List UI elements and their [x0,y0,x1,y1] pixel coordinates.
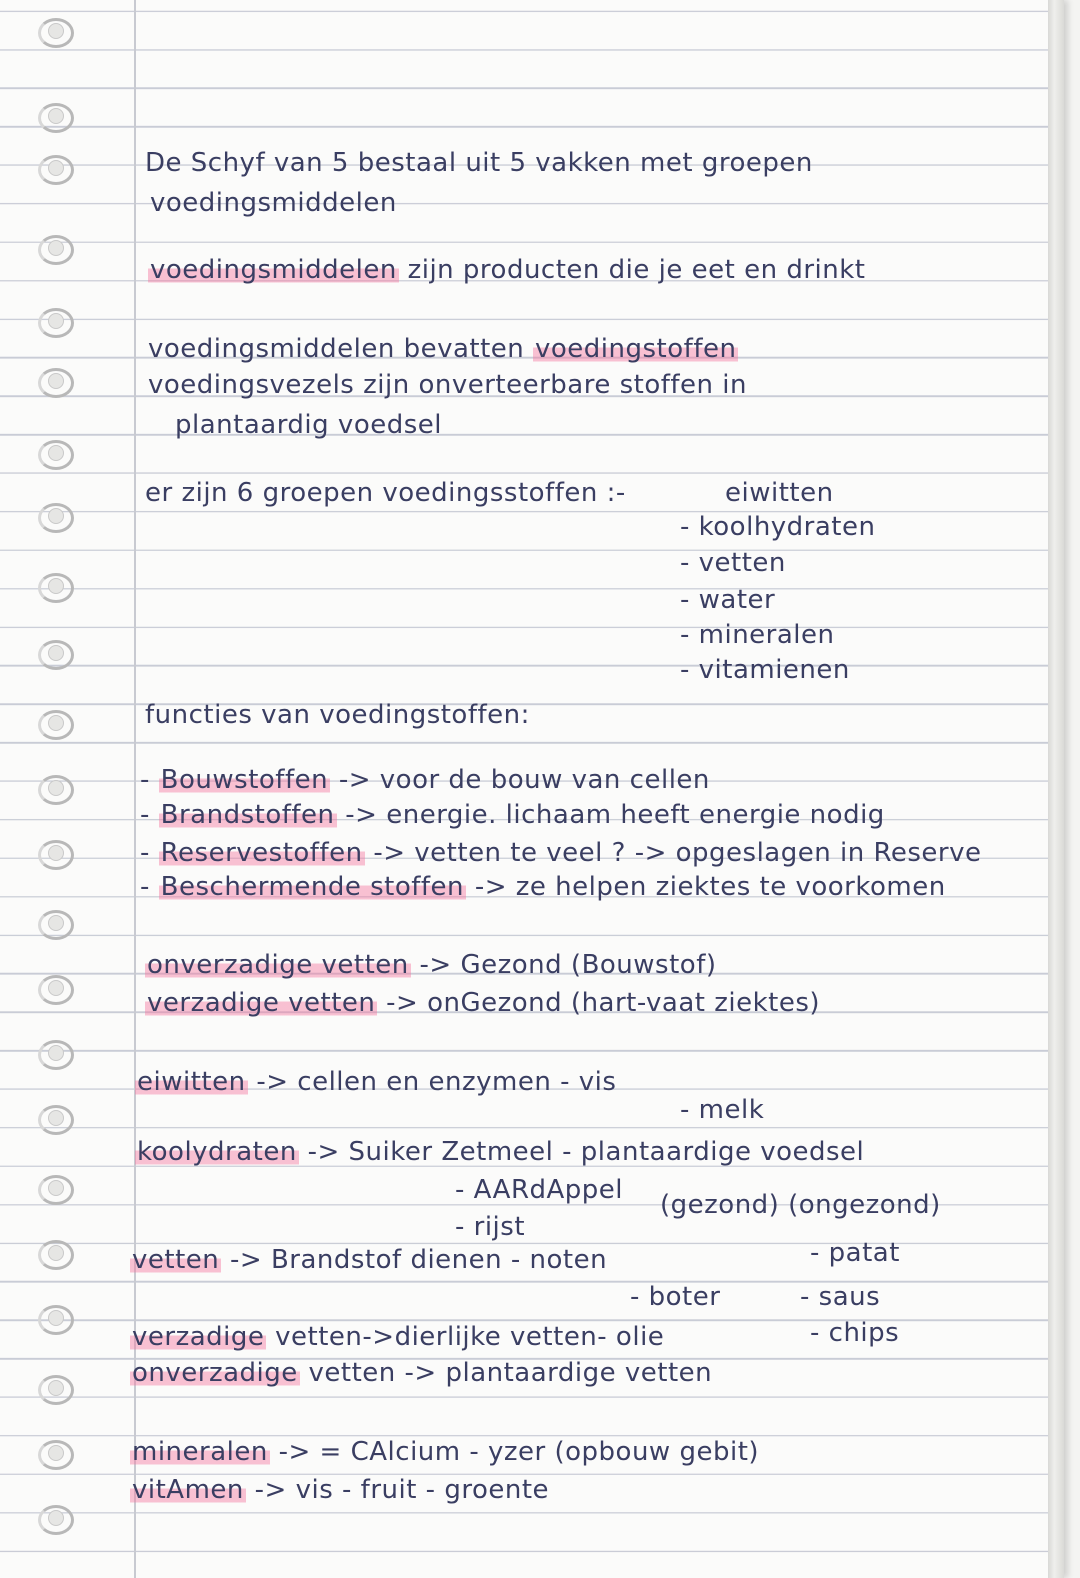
highlighted-term: koolydraten [137,1137,297,1167]
function-item: - Brandstoffen -> energie. lichaam heeft energie nodig [140,800,885,830]
spiral-ring [38,975,72,1001]
group-item: - water [680,585,776,615]
spiral-ring [38,440,72,466]
note-line: - patat [810,1238,900,1268]
group-item: - mineralen [680,620,835,650]
group-item: - vetten [680,548,786,578]
note-text: voedingsmiddelen bevatten [148,334,525,364]
note-text: -> ze helpen ziektes te voorkomen [474,872,946,902]
note-text: -> onGezond (hart-vaat ziektes) [386,988,821,1018]
highlighted-term: voedingstoffen [535,334,737,364]
spiral-ring [38,235,72,261]
spiral-ring [38,1505,72,1531]
page-stack-edge [1048,0,1064,1578]
spiral-ring [38,1375,72,1401]
note-text: zijn producten die je eet en drinkt [407,255,866,285]
highlighted-term: vetten [132,1245,220,1275]
spiral-ring [38,1240,72,1266]
spiral-ring [38,503,72,529]
note-line: voedingsmiddelen [150,188,397,218]
spiral-ring [38,1105,72,1131]
highlighted-term: verzadige vetten [147,988,376,1018]
note-text: -> cellen en enzymen - vis [256,1067,617,1097]
function-item: - Bouwstoffen -> voor de bouw van cellen [140,765,710,795]
note-line: - rijst [455,1212,526,1242]
note-text: vetten -> plantaardige vetten [308,1358,713,1388]
note-line: er zijn 6 groepen voedingsstoffen :- [145,478,626,508]
note-line: plantaardig voedsel [175,410,442,440]
highlighted-term: Beschermende stoffen [160,872,465,902]
highlighted-term: vitAmen [132,1475,244,1505]
note-line [145,988,820,1018]
note-line [148,334,738,364]
note-text: -> Brandstof dienen - noten [230,1245,608,1275]
note-text: -> voor de bouw van cellen [338,765,710,795]
note-line [130,1475,549,1505]
note-line [135,1067,616,1097]
note-line: - AARdAppel [455,1175,624,1205]
spiral-ring [38,368,72,394]
note-text: -> = CAlcium - yzer (opbouw gebit) [278,1437,760,1467]
spiral-ring [38,1040,72,1066]
group-item: - vitamienen [680,655,850,685]
note-text: -> vis - fruit - groente [254,1475,550,1505]
note-text: -> vetten te veel ? -> opgeslagen in Reserve [373,838,982,868]
note-line: (gezond) (ongezond) [660,1190,941,1220]
note-line [135,1137,864,1167]
note-line [130,1322,664,1352]
spiral-ring [38,103,72,129]
spiral-ring [38,18,72,44]
note-line: - chips [810,1318,900,1348]
group-item: eiwitten [725,478,834,508]
highlighted-term: voedingsmiddelen [150,255,397,285]
note-text: -> energie. lichaam heeft energie nodig [345,800,885,830]
spiral-ring [38,775,72,801]
note-text: -> Suiker Zetmeel - plantaardige voedsel [307,1137,865,1167]
note-line: voedingsvezels zijn onverteerbare stoffen in [148,370,747,400]
spiral-ring [38,573,72,599]
note-text: vetten->dierlijke vetten- olie [275,1322,665,1352]
highlighted-term: mineralen [132,1437,268,1467]
spiral-ring [38,1305,72,1331]
spiral-ring [38,1440,72,1466]
highlighted-term: Bouwstoffen [160,765,329,795]
note-line [130,1358,712,1388]
note-line: - boter [630,1282,721,1312]
highlighted-term: verzadige [132,1322,265,1352]
function-item: - Beschermende stoffen -> ze helpen ziektes te voorkomen [140,872,946,902]
note-line [130,1245,607,1275]
spiral-ring [38,1175,72,1201]
note-line: - saus [800,1282,881,1312]
function-item: - Reservestoffen -> vetten te veel ? -> opgeslagen in Reserve [140,838,982,868]
note-line [145,950,717,980]
note-line [130,1437,759,1467]
group-item: - koolhydraten [680,512,876,542]
spiral-ring [38,640,72,666]
highlighted-term: onverzadige vetten [147,950,409,980]
note-text: -> Gezond (Bouwstof) [419,950,717,980]
note-line: - melk [680,1095,765,1125]
spiral-ring [38,155,72,181]
highlighted-term: Reservestoffen [160,838,363,868]
spiral-ring [38,308,72,334]
highlighted-term: onverzadige [132,1358,298,1388]
definition-voedingsmiddelen [148,255,865,285]
highlighted-term: Brandstoffen [160,800,335,830]
section-title: functies van voedingstoffen: [145,700,530,730]
highlighted-term: eiwitten [137,1067,246,1097]
spiral-ring [38,840,72,866]
note-line: De Schyf van 5 bestaal uit 5 vakken met groepen [145,148,813,178]
spiral-ring [38,910,72,936]
spiral-ring [38,710,72,736]
